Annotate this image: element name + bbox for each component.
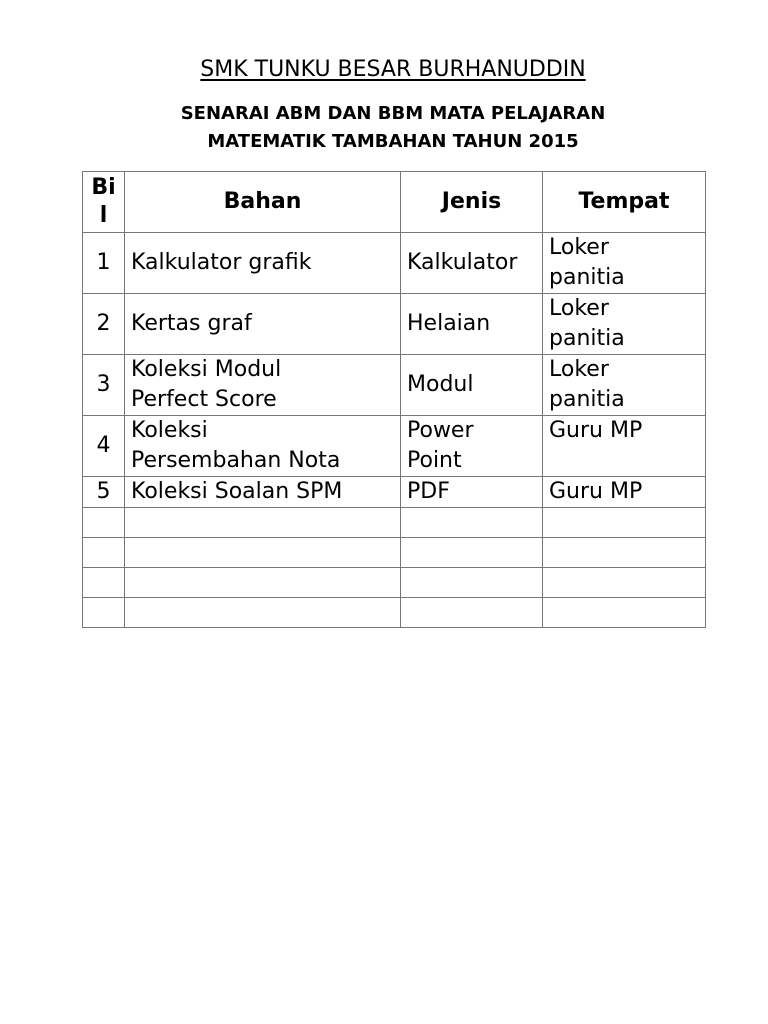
header-bil bbox=[83, 172, 125, 233]
empty-cell bbox=[125, 508, 401, 538]
cell-bil: 1 bbox=[83, 233, 125, 294]
empty-cell bbox=[83, 568, 125, 598]
material-list-table bbox=[82, 171, 706, 628]
cell-tempat-line-2: panitia bbox=[549, 326, 625, 351]
header-bil-line-2: l bbox=[99, 203, 108, 228]
empty-cell bbox=[543, 508, 706, 538]
cell-jenis-line-1: PDF bbox=[407, 479, 450, 504]
cell-bil: 4 bbox=[83, 416, 125, 477]
header-bahan: Bahan bbox=[125, 172, 401, 233]
empty-row bbox=[83, 508, 706, 538]
cell-jenis bbox=[401, 477, 543, 508]
cell-bil: 5 bbox=[83, 477, 125, 508]
empty-cell bbox=[401, 538, 543, 568]
cell-bahan-line-1: Koleksi Modul bbox=[131, 357, 282, 382]
table-row bbox=[83, 233, 706, 294]
empty-cell bbox=[83, 538, 125, 568]
cell-bahan bbox=[125, 233, 401, 294]
cell-bil: 3 bbox=[83, 355, 125, 416]
empty-cell bbox=[543, 538, 706, 568]
empty-cell bbox=[83, 598, 125, 628]
cell-tempat bbox=[543, 355, 706, 416]
empty-cell bbox=[401, 568, 543, 598]
empty-row bbox=[83, 598, 706, 628]
empty-cell bbox=[543, 598, 706, 628]
title-line-2: MATEMATIK TAMBAHAN TAHUN 2015 bbox=[207, 131, 579, 152]
empty-cell bbox=[401, 508, 543, 538]
cell-jenis bbox=[401, 233, 543, 294]
cell-tempat bbox=[543, 233, 706, 294]
cell-bahan-line-2: Persembahan Nota bbox=[131, 448, 341, 473]
cell-bahan-line-1: Koleksi bbox=[131, 418, 208, 443]
header-jenis: Jenis bbox=[401, 172, 543, 233]
cell-jenis-line-1: Helaian bbox=[407, 311, 491, 336]
cell-tempat-line-2: panitia bbox=[549, 265, 625, 290]
table-row bbox=[83, 294, 706, 355]
cell-tempat-line-1: Guru MP bbox=[549, 479, 643, 504]
header-tempat: Tempat bbox=[543, 172, 706, 233]
cell-bahan-line-1: Koleksi Soalan SPM bbox=[131, 479, 343, 504]
header-bil-line-1: Bi bbox=[91, 175, 116, 200]
cell-bahan bbox=[125, 416, 401, 477]
table-header-row bbox=[83, 172, 706, 233]
table-row bbox=[83, 477, 706, 508]
cell-tempat-line-1: Loker bbox=[549, 296, 609, 321]
table-row bbox=[83, 416, 706, 477]
cell-jenis-line-1: Modul bbox=[407, 372, 474, 397]
cell-tempat-line-1: Loker bbox=[549, 357, 609, 382]
school-name bbox=[0, 55, 768, 85]
cell-jenis bbox=[401, 355, 543, 416]
document-title bbox=[0, 100, 768, 156]
empty-row bbox=[83, 568, 706, 598]
cell-bahan-line-1: Kertas graf bbox=[131, 311, 252, 336]
cell-bahan bbox=[125, 477, 401, 508]
cell-jenis bbox=[401, 294, 543, 355]
empty-cell bbox=[125, 568, 401, 598]
empty-cell bbox=[401, 598, 543, 628]
empty-cell bbox=[543, 568, 706, 598]
cell-tempat-line-1: Loker bbox=[549, 235, 609, 260]
title-line-1: SENARAI ABM DAN BBM MATA PELAJARAN bbox=[180, 103, 606, 124]
cell-bil: 2 bbox=[83, 294, 125, 355]
empty-cell bbox=[125, 538, 401, 568]
cell-tempat bbox=[543, 294, 706, 355]
cell-tempat bbox=[543, 416, 706, 477]
cell-bahan-line-2: Perfect Score bbox=[131, 387, 277, 412]
cell-bahan bbox=[125, 355, 401, 416]
table-row bbox=[83, 355, 706, 416]
empty-row bbox=[83, 538, 706, 568]
cell-bahan-line-1: Kalkulator grafik bbox=[131, 250, 312, 275]
cell-tempat-line-2: panitia bbox=[549, 387, 625, 412]
cell-jenis-line-1: Power bbox=[407, 418, 474, 443]
empty-cell bbox=[125, 598, 401, 628]
empty-cell bbox=[83, 508, 125, 538]
cell-jenis-line-1: Kalkulator bbox=[407, 250, 518, 275]
school-name-text: SMK TUNKU BESAR BURHANUDDIN bbox=[200, 57, 586, 82]
cell-jenis-line-2: Point bbox=[407, 448, 462, 473]
cell-tempat-line-1: Guru MP bbox=[549, 418, 643, 443]
cell-jenis bbox=[401, 416, 543, 477]
cell-bahan bbox=[125, 294, 401, 355]
cell-tempat bbox=[543, 477, 706, 508]
